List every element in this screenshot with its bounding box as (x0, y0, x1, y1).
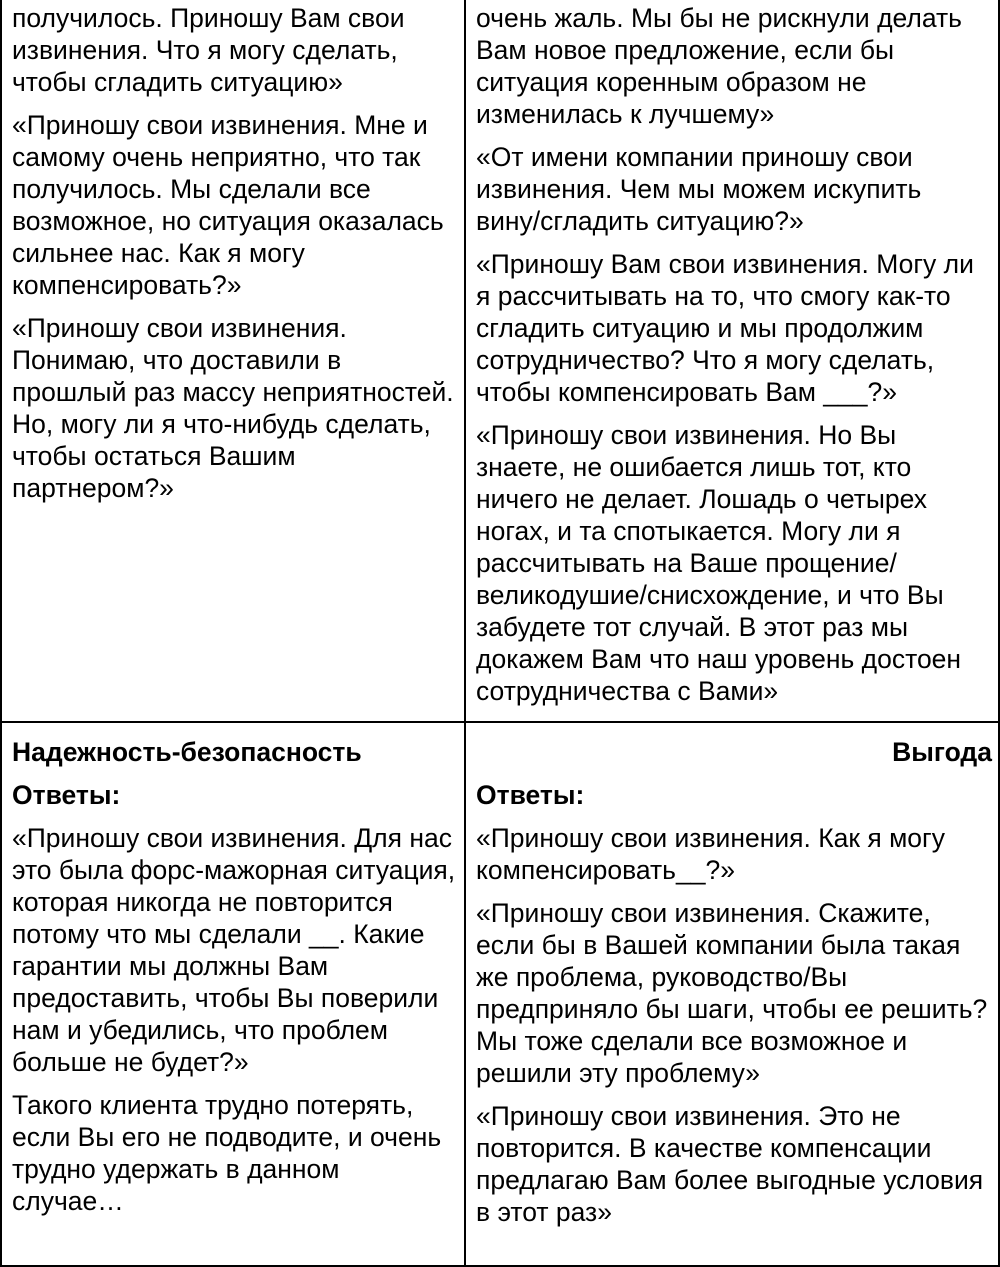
section-heading: Выгода (892, 737, 992, 767)
table-border-left (0, 0, 2, 1267)
paragraph: «Приношу свои извинения. Это не повторится. В качестве компенсации предлагаю Вам более выгодные условия в этот раз» (476, 1101, 984, 1227)
paragraph: «Приношу свои извинения. Мне и самому очень неприятно, что так получилось. Мы сделали все возможное, но ситуация оказалась сильнее нас. Как я могу компенсировать?» (12, 110, 444, 300)
answers-label: Ответы: (12, 780, 121, 810)
paragraph: «Приношу свои извинения. Но Вы знаете, не ошибается лишь тот, кто ничего не делает. Лошадь о четырех ногах, и та спотыкается. Могу ли я рассчитывать на Ваше прощение/великодушие/снисхождение, и что Вы забудете тот случай. В этот раз мы докажем Вам что наш уровень достоен сотрудничества с Вами» (476, 420, 962, 706)
cell-bottom-right (476, 736, 992, 1239)
section-heading: Надежность-безопасность (12, 737, 362, 767)
answers-label: Ответы: (476, 780, 585, 810)
cell-top-right (476, 2, 992, 718)
paragraph: «Приношу свои извинения. Понимаю, что доставили в прошлый раз массу неприятностей. Но, могу ли я что-нибудь сделать, чтобы остаться Вашим партнером?» (12, 313, 454, 503)
row-divider (0, 721, 1000, 723)
paragraph: «Приношу свои извинения. Скажите, если бы в Вашей компании была такая же проблема, руководство/Вы предприняло бы шаги, чтобы ее решить? Мы тоже сделали все возможное и решили эту проблему» (476, 898, 988, 1088)
paragraph: Такого клиента трудно потерять, если Вы его не подводите, и очень трудно удержать в данном случае… (12, 1090, 442, 1216)
paragraph: получилось. Приношу Вам свои извинения. Что я могу сделать, чтобы сгладить ситуацию» (12, 3, 405, 97)
column-divider (464, 0, 466, 1267)
paragraph: очень жаль. Мы бы не рискнули делать Вам новое предложение, если бы ситуация коренным образом не изменилась к лучшему» (476, 3, 962, 129)
paragraph: «Приношу свои извинения. Как я могу компенсировать__?» (476, 823, 945, 885)
cell-bottom-left (12, 736, 456, 1228)
paragraph: «Приношу свои извинения. Для нас это была форс-мажорная ситуация, которая никогда не повторится потому что мы сделали __. Какие гарантии мы должны Вам предоставить, чтобы Вы поверили нам и убедились, что проблем больше не будет?» (12, 823, 456, 1077)
paragraph: «Приношу Вам свои извинения. Могу ли я рассчитывать на то, что смогу как-то сгладить ситуацию и мы продолжим сотрудничество? Что я могу сделать, чтобы компенсировать Вам ___?» (476, 249, 974, 407)
cell-top-left (12, 2, 456, 515)
paragraph: «От имени компании приношу свои извинения. Чем мы можем искупить вину/сгладить ситуацию?» (476, 142, 922, 236)
